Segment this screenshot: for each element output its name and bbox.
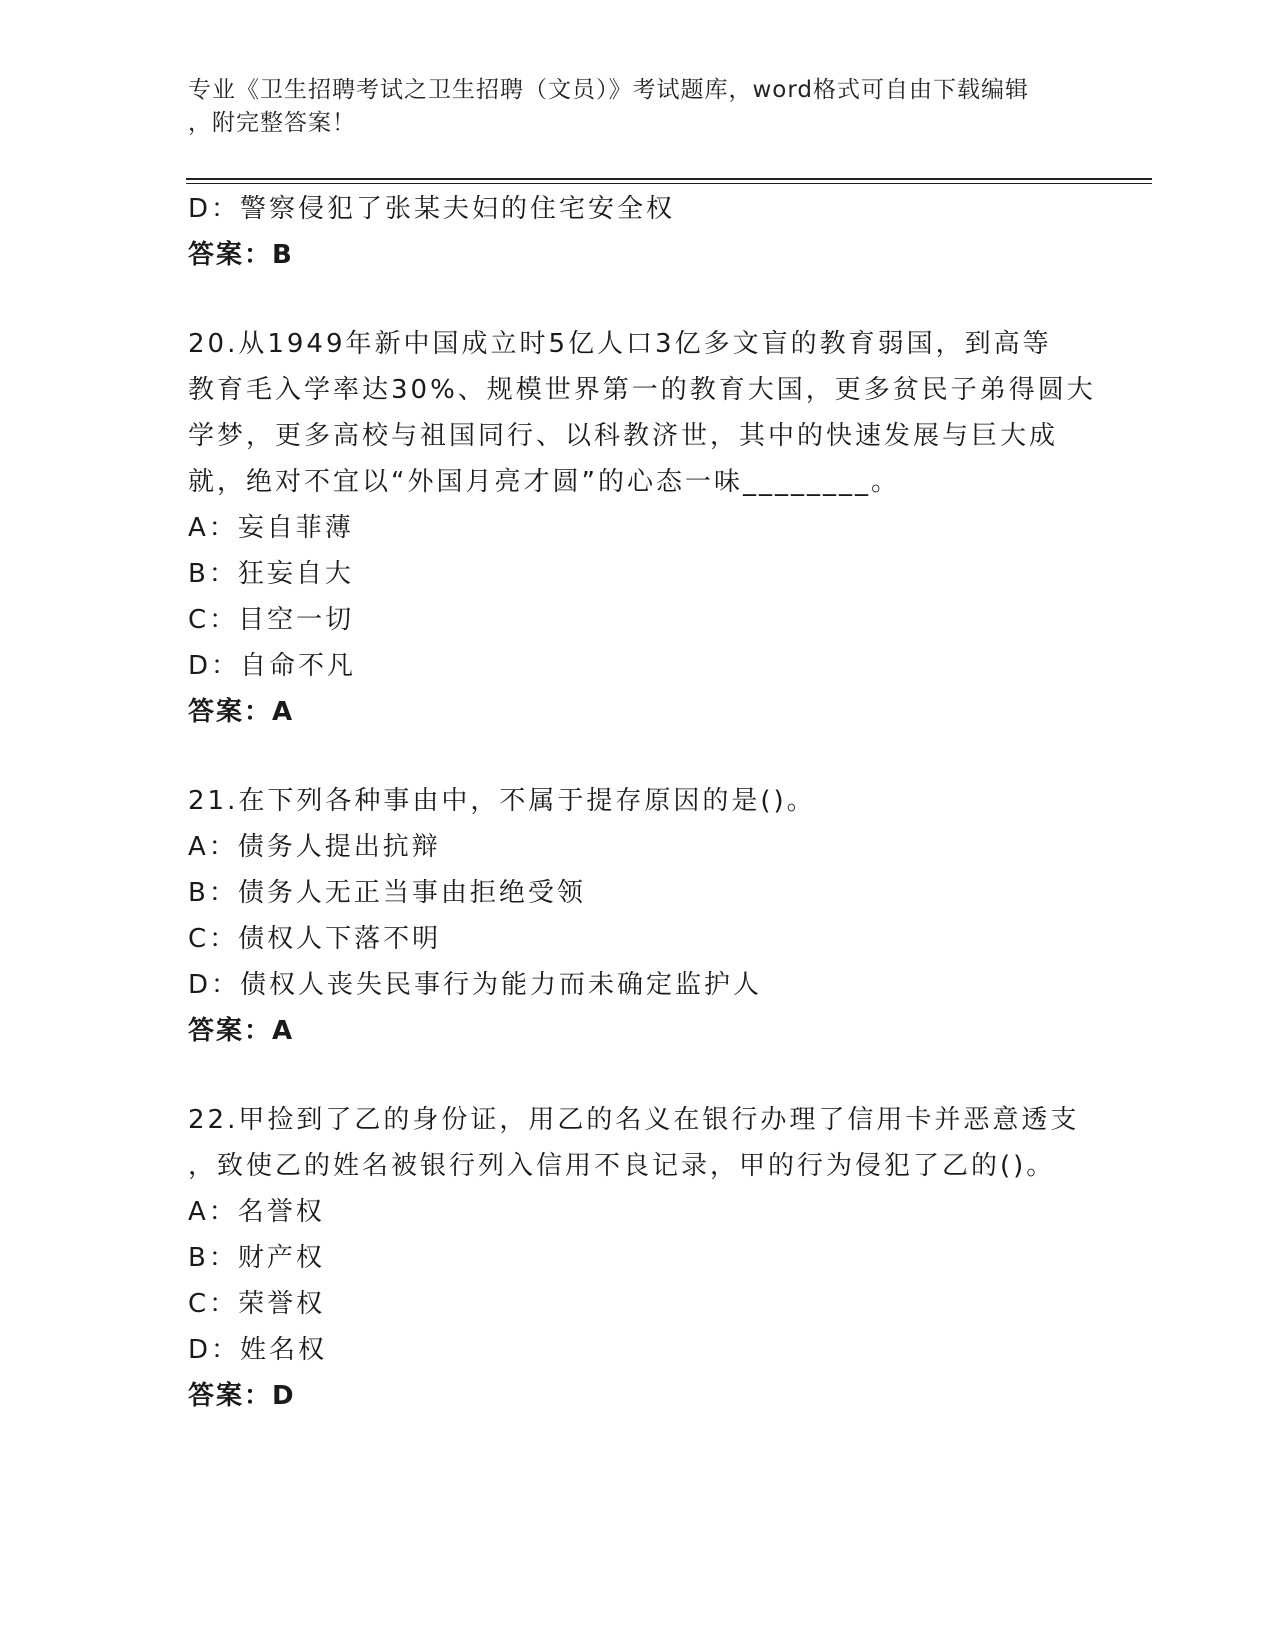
answer: 答案：A bbox=[188, 697, 295, 727]
option-a: A：债务人提出抗辩 bbox=[188, 832, 441, 862]
question-20 bbox=[188, 321, 1096, 735]
question-text-line: 20.从1949年新中国成立时5亿人口3亿多文盲的教育弱国，到高等 bbox=[188, 329, 1052, 359]
option-b: B：财产权 bbox=[188, 1243, 325, 1273]
question-text-line: 22.甲捡到了乙的身份证，用乙的名义在银行办理了信用卡并恶意透支 bbox=[188, 1105, 1080, 1135]
answer: 答案：A bbox=[188, 1016, 295, 1046]
option-b: B：债务人无正当事由拒绝受领 bbox=[188, 878, 586, 908]
answer: 答案：D bbox=[188, 1381, 296, 1411]
document-content bbox=[188, 186, 1096, 1419]
question-text-line: 教育毛入学率达30%、规模世界第一的教育大国，更多贫民子弟得圆大 bbox=[188, 375, 1096, 405]
option-d: D：债权人丧失民事行为能力而未确定监护人 bbox=[188, 970, 763, 1000]
option-c: C：荣誉权 bbox=[188, 1289, 326, 1319]
question-text-line: 21.在下列各种事由中，不属于提存原因的是()。 bbox=[188, 786, 816, 816]
document-header bbox=[188, 74, 1088, 140]
option-d: D：姓名权 bbox=[188, 1335, 328, 1365]
header-rule-thick bbox=[186, 178, 1152, 180]
option-c: C：目空一切 bbox=[188, 605, 355, 635]
answer: 答案：B bbox=[188, 240, 294, 270]
header-line-2: ，附完整答案！ bbox=[188, 110, 356, 136]
header-line-1: 专业《卫生招聘考试之卫生招聘（文员）》考试题库，word格式可自由下载编辑 bbox=[188, 77, 1030, 103]
option-a: A：妄自菲薄 bbox=[188, 513, 354, 543]
question-21 bbox=[188, 778, 1088, 1054]
option-b: B：狂妄自大 bbox=[188, 559, 354, 589]
header-rule-thin bbox=[186, 183, 1152, 184]
option-c: C：债权人下落不明 bbox=[188, 924, 442, 954]
question-22 bbox=[188, 1097, 1088, 1419]
option-a: A：名誉权 bbox=[188, 1197, 325, 1227]
question-text-line: ，致使乙的姓名被银行列入信用不良记录，甲的行为侵犯了乙的()。 bbox=[188, 1151, 1056, 1181]
question-text-line: 学梦，更多高校与祖国同行、以科教济世，其中的快速发展与巨大成 bbox=[188, 421, 1059, 451]
question-text-line: 就，绝对不宜以“外国月亮才圆”的心态一味________。 bbox=[188, 467, 900, 497]
option-d: D：警察侵犯了张某夫妇的住宅安全权 bbox=[188, 194, 676, 224]
option-d: D：自命不凡 bbox=[188, 651, 357, 681]
